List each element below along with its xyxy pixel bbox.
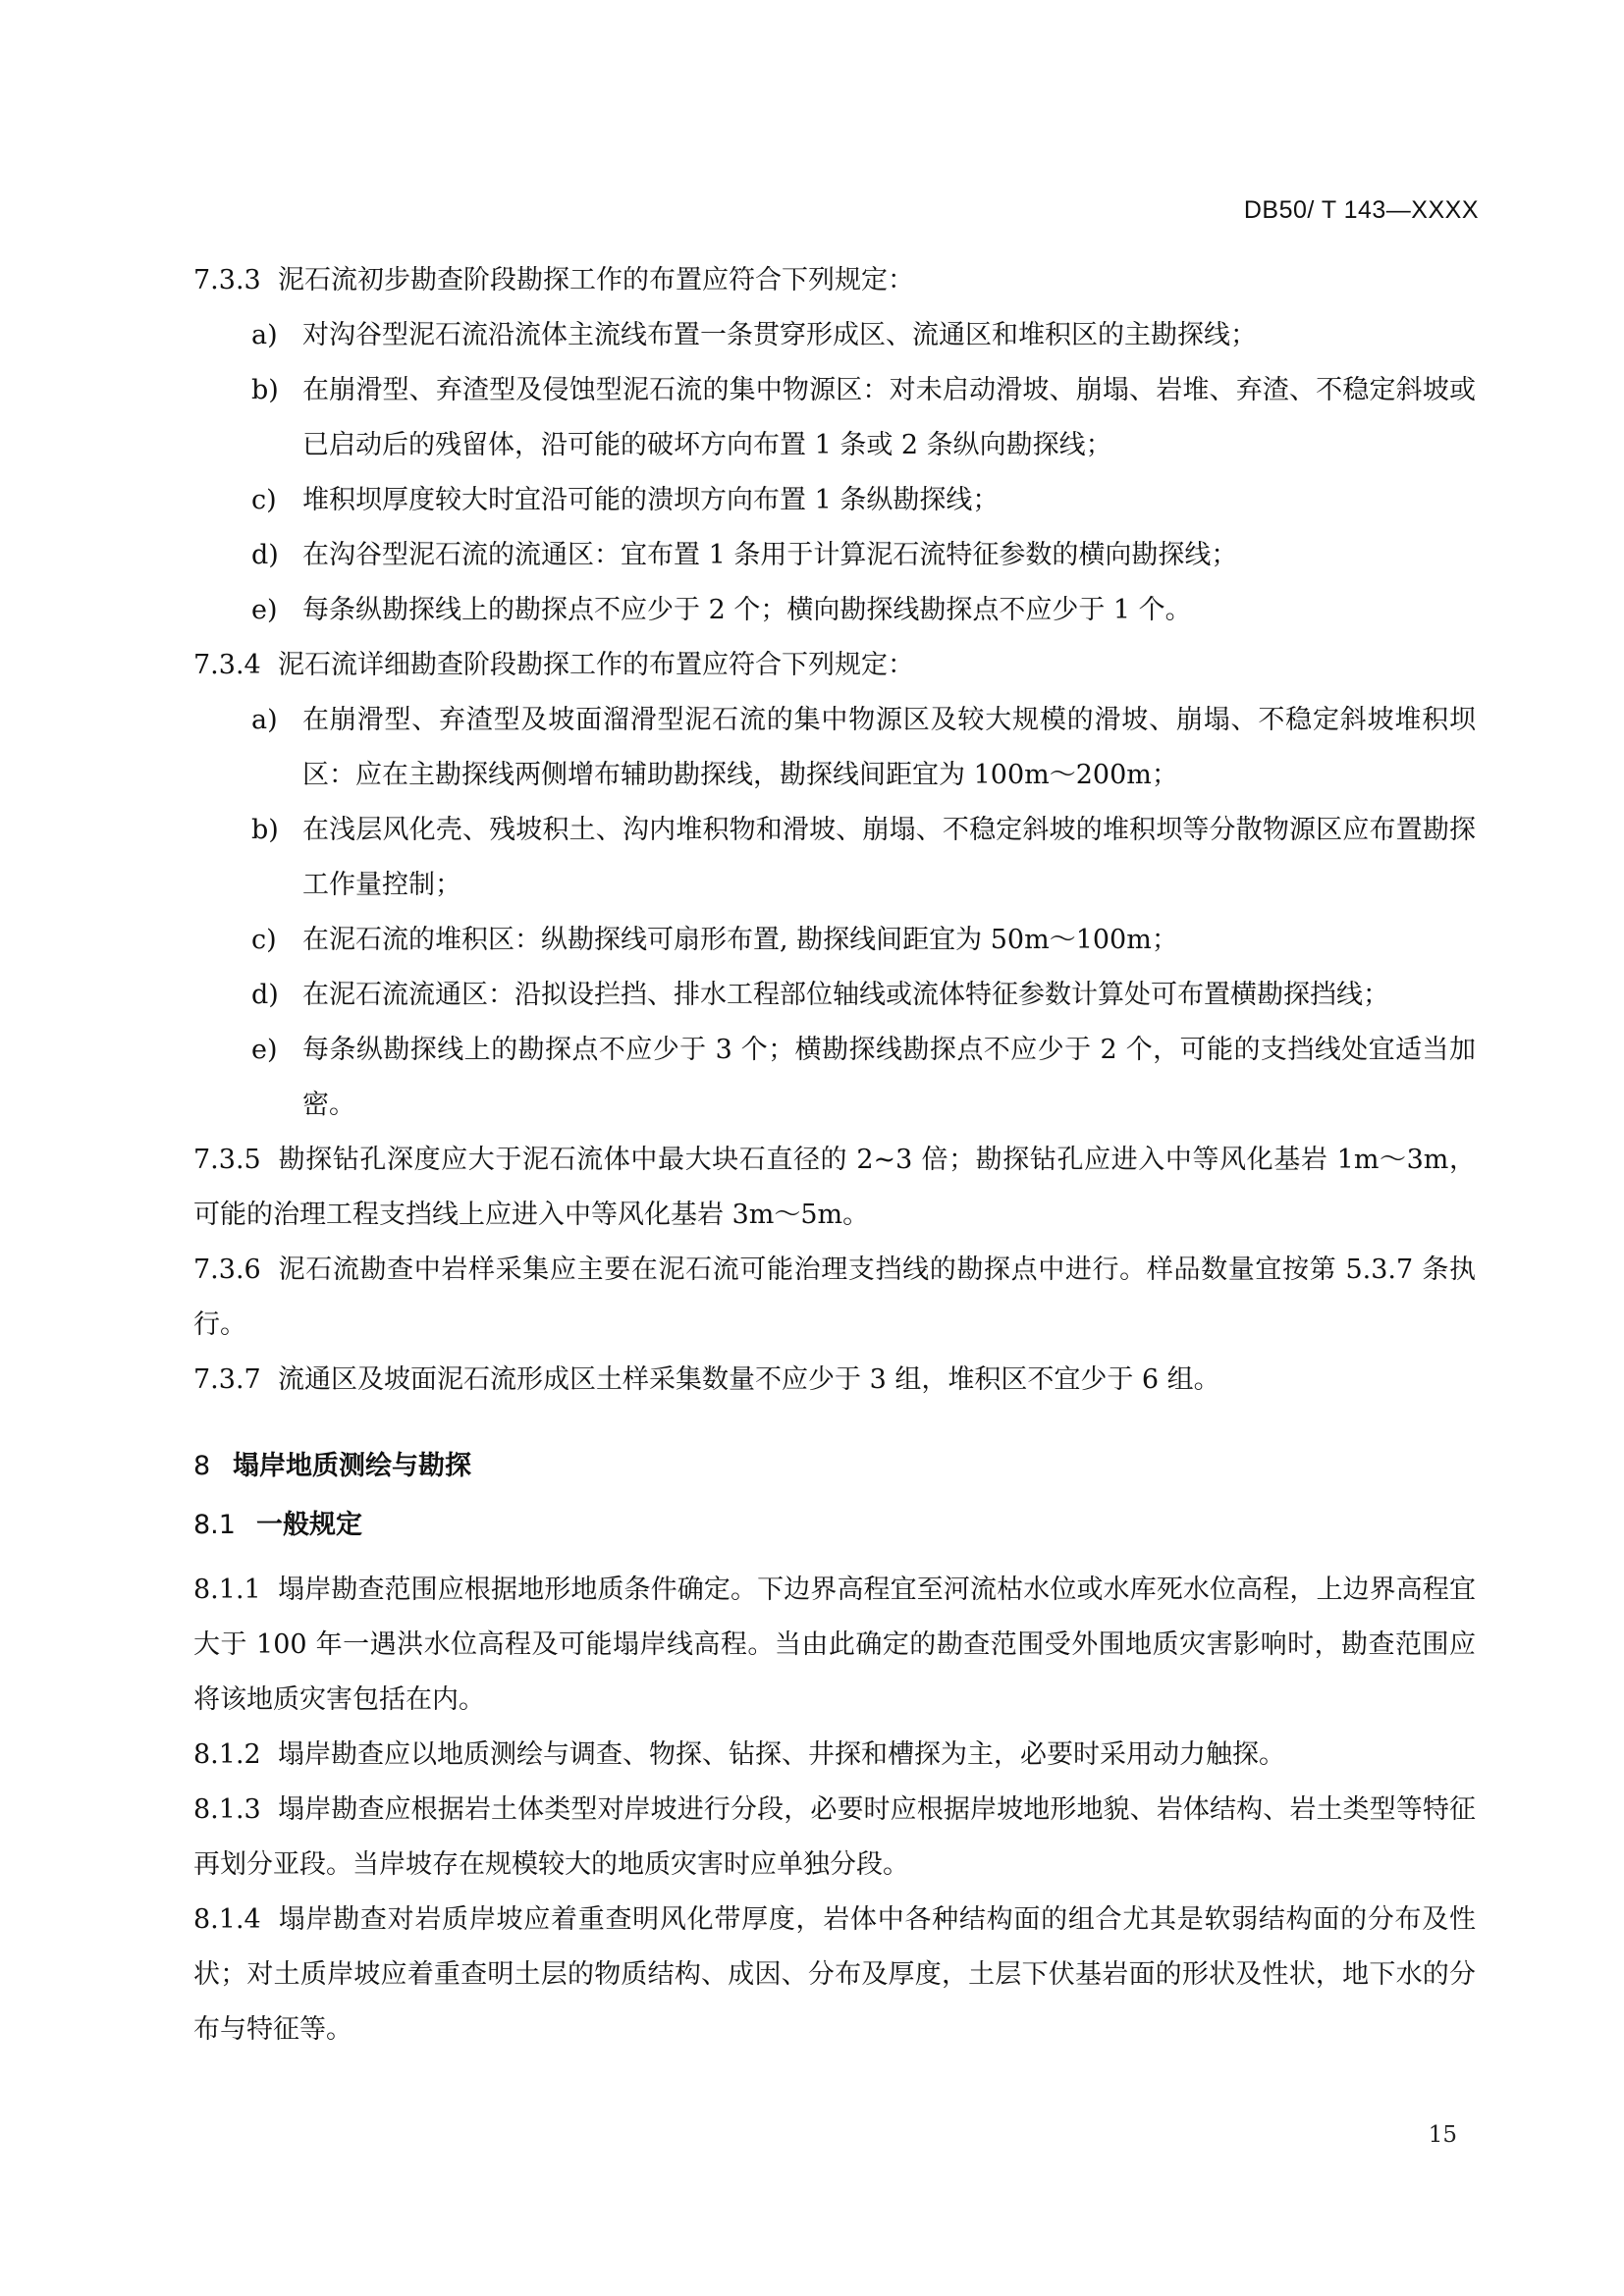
clause-7-3-5 [193, 1133, 1476, 1243]
clause-number: 7.3.4 [193, 650, 261, 680]
clause-7-3-3 [193, 253, 1476, 308]
list-marker: c) [251, 485, 277, 515]
clause-text: 塌岸勘查应以地质测绘与调查、物探、钻探、井探和槽探为主，必要时采用动力触探。 [278, 1739, 1285, 1770]
list-item [193, 473, 1476, 528]
list-marker: e) [251, 1035, 278, 1065]
clause-number: 8.1.1 [193, 1575, 261, 1605]
list-marker: c) [251, 925, 277, 955]
clause-text: 塌岸勘查对岩质岸坡应着重查明风化带厚度，岩体中各种结构面的组合尤其是软弱结构面的分布及性状；对土质岸坡应着重查明土层的物质结构、成因、分布及厚度，土层下伏基岩面的形状及性状，地下水的分布与特征等。 [193, 1904, 1476, 2045]
chapter-number: 8 [193, 1451, 211, 1481]
clause-number: 7.3.3 [193, 265, 261, 295]
clause-number: 7.3.7 [193, 1364, 261, 1395]
list-item [193, 308, 1476, 363]
clause-text: 塌岸勘查范围应根据地形地质条件确定。下边界高程宜至河流枯水位或水库死水位高程，上边界高程宜大于 100 年一遇洪水位高程及可能塌岸线高程。当由此确定的勘查范围受外围地质灾害影响时，勘查范围应将该地质灾害包括在内。 [193, 1575, 1476, 1715]
list-item-text: 在泥石流的堆积区：纵勘探线可扇形布置, 勘探线间距宜为 50m～100m； [302, 925, 1178, 955]
list-item [193, 693, 1476, 803]
list-item [193, 583, 1476, 638]
clause-text: 塌岸勘查应根据岩土体类型对岸坡进行分段，必要时应根据岸坡地形地貌、岩体结构、岩土类型等特征再划分亚段。当岸坡存在规模较大的地质灾害时应单独分段。 [193, 1794, 1476, 1880]
list-item [193, 1023, 1476, 1133]
clause-number: 8.1.2 [193, 1739, 261, 1770]
list-item [193, 363, 1476, 473]
clause-text: 勘探钻孔深度应大于泥石流体中最大块石直径的 2~3 倍；勘探钻孔应进入中等风化基岩 1m～3m，可能的治理工程支挡线上应进入中等风化基岩 3m～5m。 [193, 1145, 1476, 1230]
list-item-text: 堆积坝厚度较大时宜沿可能的溃坝方向布置 1 条纵勘探线； [302, 485, 1000, 515]
list-item [193, 803, 1476, 913]
list-marker: d) [251, 980, 279, 1010]
clause-8-1-1 [193, 1563, 1476, 1728]
list-item-text: 在沟谷型泥石流的流通区：宜布置 1 条用于计算泥石流特征参数的横向勘探线； [302, 540, 1238, 570]
clause-8-1-3 [193, 1783, 1476, 1893]
chapter-title: 塌岸地质测绘与勘探 [233, 1451, 471, 1481]
list-marker: a) [251, 705, 278, 735]
clause-text: 泥石流初步勘查阶段勘探工作的布置应符合下列规定： [278, 265, 914, 295]
clause-7-3-4 [193, 638, 1476, 693]
clause-text: 泥石流详细勘查阶段勘探工作的布置应符合下列规定： [278, 650, 914, 680]
clause-8-1-4 [193, 1893, 1476, 2057]
list-marker: d) [251, 540, 279, 570]
clause-text: 泥石流勘查中岩样采集应主要在泥石流可能治理支挡线的勘探点中进行。样品数量宜按第 5.3.7 条执行。 [193, 1255, 1476, 1340]
clause-number: 7.3.6 [193, 1255, 261, 1285]
clause-7-3-7 [193, 1353, 1476, 1408]
document-body [193, 253, 1476, 2057]
list-item-text: 在浅层风化壳、残坡积土、沟内堆积物和滑坡、崩塌、不稳定斜坡的堆积坝等分散物源区应布置勘探工作量控制； [302, 815, 1476, 900]
list-item [193, 968, 1476, 1023]
clause-text: 流通区及坡面泥石流形成区土样采集数量不应少于 3 组，堆积区不宜少于 6 组。 [278, 1364, 1220, 1395]
clause-7-3-6 [193, 1243, 1476, 1353]
clause-number: 8.1.3 [193, 1794, 261, 1825]
clause-number: 7.3.5 [193, 1145, 261, 1175]
section-heading [193, 1496, 1476, 1563]
section-title: 一般规定 [256, 1510, 362, 1540]
section-number: 8.1 [193, 1510, 236, 1540]
list-marker: e) [251, 595, 278, 625]
list-item-text: 对沟谷型泥石流沿流体主流线布置一条贯穿形成区、流通区和堆积区的主勘探线； [302, 320, 1257, 350]
page-number: 15 [1428, 2122, 1457, 2148]
list-marker: b) [251, 375, 279, 405]
list-item-text: 在崩滑型、弃渣型及侵蚀型泥石流的集中物源区：对未启动滑坡、崩塌、岩堆、弃渣、不稳定斜坡或已启动后的残留体，沿可能的破坏方向布置 1 条或 2 条纵向勘探线； [302, 375, 1476, 460]
list-item [193, 913, 1476, 968]
list-marker: b) [251, 815, 279, 845]
list-item-text: 每条纵勘探线上的勘探点不应少于 3 个；横勘探线勘探点不应少于 2 个，可能的支挡线处宜适当加密。 [302, 1035, 1476, 1120]
list-marker: a) [251, 320, 278, 350]
list-item [193, 528, 1476, 583]
list-item-text: 在崩滑型、弃渣型及坡面溜滑型泥石流的集中物源区及较大规模的滑坡、崩塌、不稳定斜坡堆积坝区：应在主勘探线两侧增布辅助勘探线，勘探线间距宜为 100m～200m； [302, 705, 1476, 790]
clause-8-1-2 [193, 1728, 1476, 1783]
chapter-heading [193, 1421, 1476, 1496]
document-code: DB50/ T 143—XXXX [1243, 196, 1479, 224]
list-item-text: 在泥石流流通区：沿拟设拦挡、排水工程部位轴线或流体特征参数计算处可布置横勘探挡线； [302, 980, 1389, 1010]
list-item-text: 每条纵勘探线上的勘探点不应少于 2 个；横向勘探线勘探点不应少于 1 个。 [302, 595, 1192, 625]
clause-number: 8.1.4 [193, 1904, 261, 1935]
